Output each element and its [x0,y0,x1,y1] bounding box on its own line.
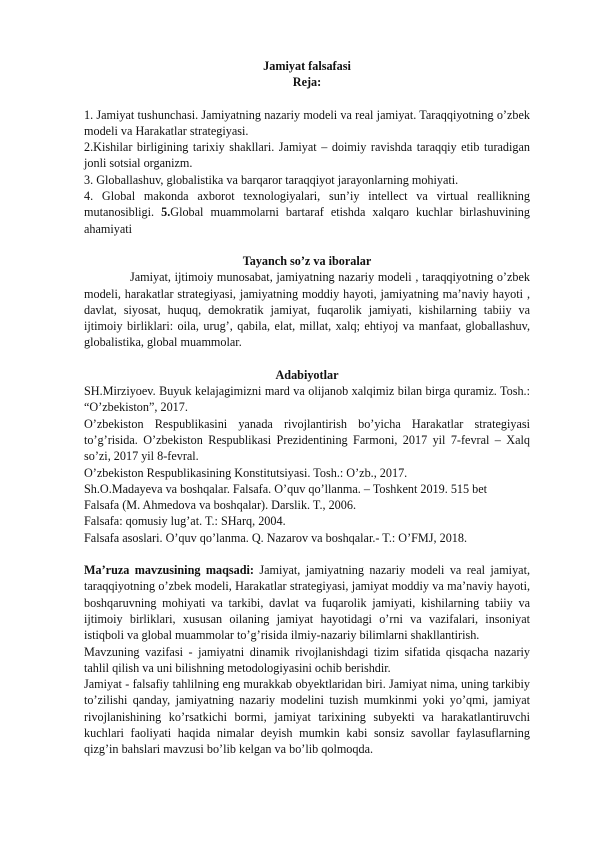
literature-heading: Adabiyotlar [275,367,339,382]
literature-item: Falsafa: qomusiy lug’at. T.: SHarq, 2004. [84,514,286,529]
literature-item: O’zbekiston Respublikasining Konstitutsiyasi. Tosh.: O’zb., 2017. [84,465,408,480]
spacer [84,91,530,107]
plan-item-5-number: 5. [161,205,171,220]
goal-label: Ma’ruza mavzusining maqsadi: [84,563,254,578]
keywords-paragraph: Jamiyat, ijtimoiy munosabat, jamiyatning nazariy modeli , taraqqiyotning o’zbek modeli, harakatlar strategiyasi, jamiyatning moddiy hayoti, jamiyatning ma’naviy hayoti , davlat, siyosat, huquq, demokratik jamiyat, fuqarolik jamiyati, kishilarning tabiiy va ijtimoiy birliklari: oila, urug’, qabila, elat, millat, xalq; ehtiyoj va manfaat, globallashuv, globalistika, global muammolar. [84,270,530,350]
body-paragraph: Jamiyat - falsafiy tahlilning eng murakkab obyektlaridan biri. Jamiyat nima, uning tarkibiy to’zilishi qanday, jamiyatning nazariy modelini tuzish mumkinmi yoki yo’qmi, jamiyat rivojlanishining ko’rsatkichi bormi, jamiyat tarixining subyekti va harakatlantiruvchi kuchlari faoliyati haqida nimalar deyish mumkin kabi sonsiz savollar faylasuflarning qizg’in bahslari mavzusi bo’lib kelgan va bo’lib qolmoqda. [84,677,530,757]
plan-item-4 [84,188,530,237]
literature-item: O’zbekiston Respublikasini yanada rivojlantirish bo’yicha Harakatlar strategiyasi to’g’risida. O’zbekiston Respublikasi Prezidentining Farmoni, 2017 yil 7-fevral – Xalq so’zi, 2017 yil 8-fevral. [84,416,530,464]
plan-item-2: 2.Kishilar birligining tarixiy shakllari. Jamiyat – doimiy ravishda taraqqiy etib turadigan jonli sotsial organizm. [84,140,530,171]
literature-item: Falsafa (M. Ahmedova va boshqalar). Darslik. T., 2006. [84,498,357,513]
plan-item-1: 1. Jamiyat tushunchasi. Jamiyatning nazariy modeli va real jamiyat. Taraqqiyotning o’zbek modeli va Harakatlar strategiyasi. [84,107,530,138]
document-title: Jamiyat falsafasi [263,59,351,73]
goal-text: Jamiyat, jamiyatning nazariy modeli va real jamiyat, taraqqiyotning o’zbek modeli, Harakatlar strategiyasi, jamiyat moddiy va ma’naviy hayoti, boshqaruvning mohiyati va tarkibi, davlat va fuqarolik jamiyati, kishilarning tabiiy va ijtimoiy birliklari, xususan oilaning jamiyat hayotidagi o’rni va vazifalari, insoniyat istiqboli va global muammolar to’g’risida ilmiy-nazariy bilimlarni shakllantirish. [84,563,531,643]
literature-item: SH.Mirziyoev. Buyuk kelajagimizni mard va olijanob xalqimiz bilan birga quramiz. Tosh.: “O’zbekiston”, 2017. [84,384,530,415]
keywords-heading: Tayanch so’z va iboralar [242,253,372,268]
literature-item: Sh.O.Madayeva va boshqalar. Falsafa. O’quv qo’llanma. – Toshkent 2019. 515 bet [84,481,488,496]
spacer [84,237,530,253]
literature-item: Falsafa asoslari. O’quv qo’lanma. Q. Nazarov va boshqalar.- T.: O’FMJ, 2018. [84,530,468,545]
plan-item-5-text: Global muammolarni bartaraf etishda xalqaro kuchlar birlashuvining ahamiyati [84,205,530,236]
task-paragraph: Mavzuning vazifasi - jamiyatni dinamik rivojlanishdagi tizim sifatida qisqacha nazariy tahlil qilish va uni bilishning metodologiyasini ochib berishdir. [84,644,530,675]
document-page [84,58,530,758]
plan-item-3: 3. Globallashuv, globalistika va barqaror taraqqiyot jarayonlarning mohiyati. [84,172,459,187]
plan-heading: Reja: [292,75,322,90]
goal-paragraph [84,562,530,643]
plan-item-4-text: 4. Global makonda axborot texnologiyalari, sun’iy intellect va virtual reallikning mutanosibligi. [84,189,530,220]
spacer [84,351,530,367]
spacer [84,546,530,562]
